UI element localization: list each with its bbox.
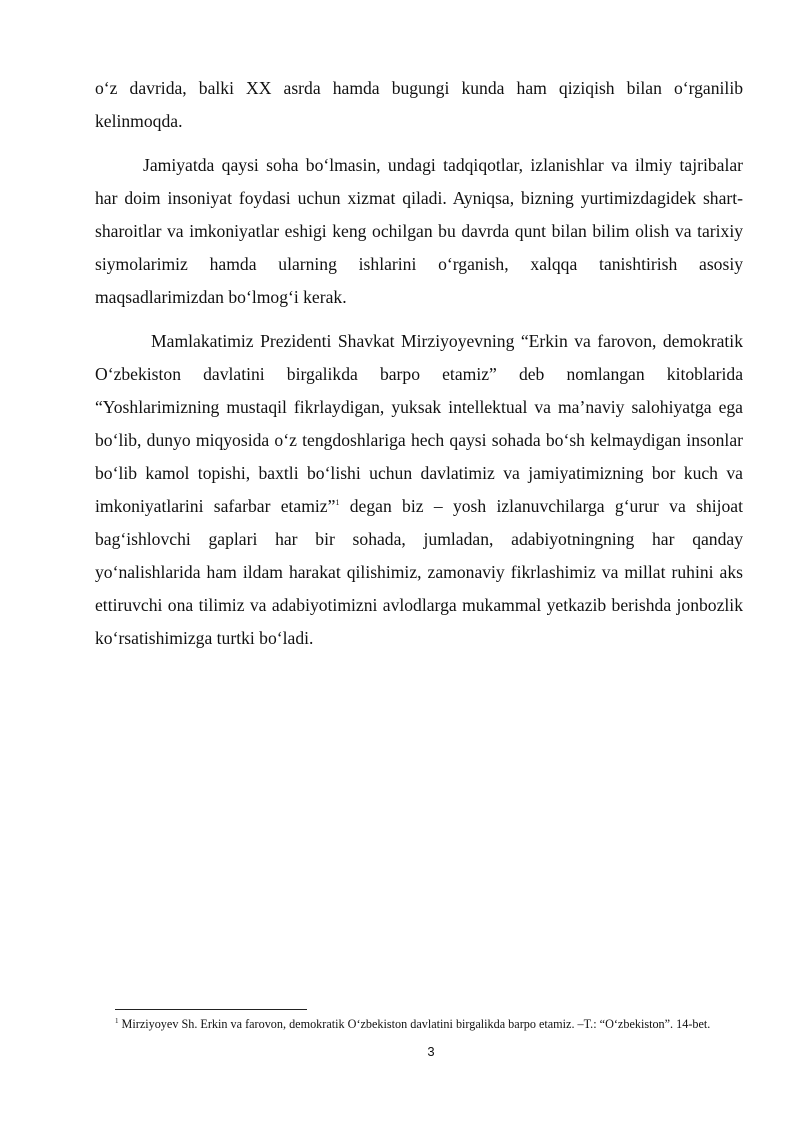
quote-text: Mamlakatimiz Prezidenti Shavkat Mirziyoyevning “Erkin va farovon, demokratik Oʻzbekiston davlatini birgalikda barpo etamiz” deb nomlangan kitoblarida “Yoshlarimizning mustaqil fikrlaydigan, yuksak intellektual va maʼnaviy salohiyatga ega boʻlib, dunyo miqyosida oʻz tengdoshlariga hech qaysi sohada boʻsh kelmaydigan insonlar boʻlib kamol topishi, baxtli boʻlishi uchun davlatimiz va jamiyatimizning bor kuch va imkoniyatlarini safarbar etamiz” [95,331,743,516]
paragraph-president-quote [95,325,743,655]
footnote-marker: 1 [115,1016,119,1025]
quote-continuation: degan biz – yosh izlanuvchilarga gʻurur va shijoat bagʻishlovchi gaplari har bir sohada, jumladan, adabiyotningning har qanday yoʻnalishlarida ham ildam harakat qilishimiz, zamonaviy fikrlashimiz va millat ruhini aks ettiruvchi ona tilimiz va adabiyotimizni avlodlarga mukammal yetkazib berishda jonbozlik koʻrsatishimizga turtki boʻladi. [95,496,743,648]
footnote-separator [115,1009,307,1010]
footnote-reference[interactable]: 1 [335,498,340,508]
paragraph-research: Jamiyatda qaysi soha boʻlmasin, undagi tadqiqotlar, izlanishlar va ilmiy tajribalar har doim insoniyat foydasi uchun xizmat qiladi. Ayniqsa, bizning yurtimizdagidek shart-sharoitlar va imkoniyatlar eshigi keng ochilgan bu davrda qunt bilan bilim olish va tarixiy siymolarimiz hamda ularning ishlarini oʻrganish, xalqqa tanishtirish asosiy maqsadlarimizdan boʻlmogʻi kerak. [95,155,743,307]
footnote-text: Mirziyoyev Sh. Erkin va farovon, demokratik Oʻzbekiston davlatini birgalikda barpo etamiz. –T.: “Oʻzbekiston”. 14-bet. [118,1017,711,1031]
paragraph-continuation: oʻz davrida, balki XX asrda hamda bugungi kunda ham qiziqish bilan oʻrganilib kelinmoqda. [95,78,743,131]
footnote [115,1017,745,1032]
page-number: 3 [427,1044,435,1059]
body-text [95,72,743,655]
